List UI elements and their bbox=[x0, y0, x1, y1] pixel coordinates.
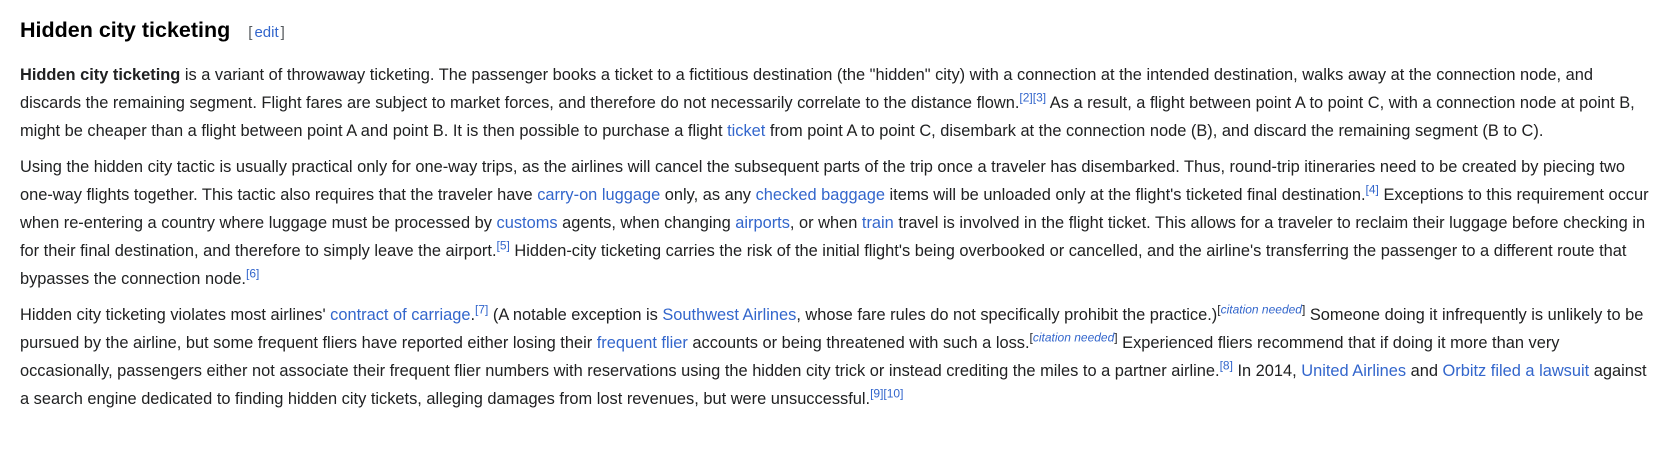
citation-needed bbox=[1217, 302, 1305, 316]
reference bbox=[246, 266, 259, 280]
reference-link[interactable]: [7] bbox=[475, 302, 489, 317]
edit-link[interactable]: edit bbox=[254, 24, 279, 41]
reference-link[interactable]: [5] bbox=[496, 238, 510, 253]
reference-link[interactable]: [9] bbox=[870, 386, 884, 401]
section-heading bbox=[20, 18, 1655, 52]
edit-bracket-close: ] bbox=[280, 24, 285, 41]
reference bbox=[870, 386, 903, 400]
link-united-airlines[interactable]: United Airlines bbox=[1301, 362, 1407, 380]
citation-bracket: [ bbox=[1029, 330, 1033, 345]
text: from point A to point C, disembark at the connection node (B), and discard the remaining segment (B to C). bbox=[765, 122, 1544, 140]
link-ticket[interactable]: ticket bbox=[727, 122, 766, 140]
reference-link[interactable]: [3] bbox=[1032, 90, 1047, 105]
text: . bbox=[470, 306, 475, 324]
text: Experienced fliers recommend that if doing it more than very occasionally, passengers either not associate their frequent flier numbers with reservations using the hidden city trick or instead crediting the miles to a partner airline. bbox=[20, 334, 1560, 380]
reference-link[interactable]: [10] bbox=[883, 386, 904, 401]
text: Using the hidden city tactic is usually practical only for one-way trips, as the airlines will cancel the subsequent parts of the trip once a traveler has disembarked. Thus, round-trip itineraries need to be created by piecing two one-way flights together. This tactic also requires that the traveler have bbox=[20, 158, 1625, 204]
paragraph-3 bbox=[20, 301, 1655, 413]
citation-bracket: ] bbox=[1114, 330, 1118, 345]
citation-needed bbox=[1030, 330, 1118, 344]
text: , whose fare rules do not specifically prohibit the practice.) bbox=[796, 306, 1218, 324]
citation-bracket: ] bbox=[1301, 302, 1306, 317]
text: agents, when changing bbox=[557, 214, 736, 232]
text: (A notable exception is bbox=[488, 306, 663, 324]
link-carry-on-luggage[interactable]: carry-on luggage bbox=[537, 186, 661, 204]
reference bbox=[497, 238, 510, 252]
text: , or when bbox=[789, 214, 862, 232]
link-train[interactable]: train bbox=[861, 214, 894, 232]
section-title: Hidden city ticketing bbox=[20, 18, 231, 42]
paragraph-1 bbox=[20, 61, 1655, 145]
edit-section bbox=[246, 24, 287, 41]
citation-needed-link[interactable]: citation needed bbox=[1220, 302, 1302, 317]
text: against a search engine dedicated to finding hidden city tickets, alleging damages from lost revenues, but were unsuccessful. bbox=[20, 362, 1647, 408]
edit-bracket-open: [ bbox=[248, 24, 253, 41]
text: is a variant of throwaway ticketing. The passenger books a ticket to a fictitious destination (the "hidden" city) with a connection at the intended destination, walks away at the connection node, and discards the remaining segment. Flight fares are subject to market forces, and therefore do not necessarily correlate to the distance flown. bbox=[20, 66, 1593, 112]
text: Exceptions to this requirement occur when re-entering a country where luggage must be processed by bbox=[20, 186, 1649, 232]
link-checked-baggage[interactable]: checked baggage bbox=[755, 186, 885, 204]
paragraph-2 bbox=[20, 153, 1655, 293]
bold-term: Hidden city ticketing bbox=[20, 66, 181, 84]
link-airports[interactable]: airports bbox=[735, 214, 790, 232]
reference bbox=[1366, 182, 1379, 196]
reference bbox=[475, 302, 488, 316]
reference bbox=[1019, 90, 1046, 104]
reference-link[interactable]: [2] bbox=[1019, 90, 1033, 105]
link-orbitz-lawsuit[interactable]: Orbitz filed a lawsuit bbox=[1442, 362, 1590, 380]
text: only, as any bbox=[660, 186, 756, 204]
text: Someone doing it infrequently is unlikely to be pursued by the airline, but some frequent fliers have reported either losing their bbox=[20, 306, 1644, 352]
text: Hidden city ticketing violates most airlines' bbox=[20, 306, 331, 324]
link-customs[interactable]: customs bbox=[496, 214, 558, 232]
citation-needed-link[interactable]: citation needed bbox=[1032, 330, 1115, 345]
reference bbox=[1220, 358, 1233, 372]
reference-link[interactable]: [4] bbox=[1365, 182, 1379, 197]
text: travel is involved in the flight ticket. This allows for a traveler to reclaim their luggage before checking in for their final destination, and therefore to simply leave the airport. bbox=[20, 214, 1646, 260]
text: Hidden-city ticketing carries the risk of the initial flight's being overbooked or cancelled, and the airline's transferring the passenger to a different route that bypasses the connection node. bbox=[20, 242, 1627, 288]
text: items will be unloaded only at the flight's ticketed final destination. bbox=[884, 186, 1366, 204]
reference-link[interactable]: [8] bbox=[1219, 358, 1233, 373]
link-southwest-airlines[interactable]: Southwest Airlines bbox=[662, 306, 797, 324]
text: As a result, a flight between point A to point C, with a connection node at point B, might be cheaper than a flight between point A and point B. It is then possible to purchase a flight bbox=[20, 94, 1635, 140]
text: In 2014, bbox=[1232, 362, 1302, 380]
reference-link[interactable]: [6] bbox=[246, 266, 260, 281]
text: accounts or being threatened with such a loss. bbox=[687, 334, 1030, 352]
link-contract-of-carriage[interactable]: contract of carriage bbox=[330, 306, 471, 324]
text: and bbox=[1406, 362, 1443, 380]
citation-bracket: [ bbox=[1217, 302, 1221, 317]
link-frequent-flier[interactable]: frequent flier bbox=[596, 334, 688, 352]
